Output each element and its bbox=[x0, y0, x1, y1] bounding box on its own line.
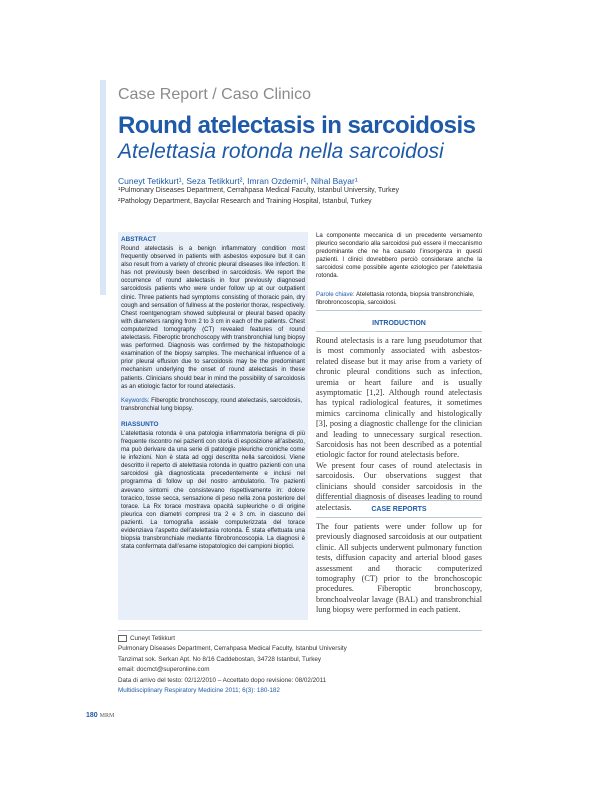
journal-brand: MRM bbox=[99, 713, 115, 719]
correspondence-name-line bbox=[118, 634, 347, 644]
riassunto-heading: RIASSUNTO bbox=[121, 420, 159, 428]
correspondence-dept: Pulmonary Diseases Department, Cerrahpasa Medical Faculty, Istanbul University bbox=[118, 645, 347, 653]
divider bbox=[316, 500, 482, 501]
keywords-text: Fiberoptic bronchoscopy, round atelectasis, sarcoidosis, transbronchial lung biopsy. bbox=[121, 396, 303, 412]
section-label: Case Report / Caso Clinico bbox=[118, 86, 311, 103]
submission-dates: Data di arrivo del testo: 02/12/2010 – Accettato dopo revisione: 08/02/2011 bbox=[118, 676, 327, 684]
parole-chiave bbox=[316, 291, 482, 307]
header-accent-bar bbox=[100, 80, 106, 295]
abstract-box bbox=[118, 232, 308, 620]
keywords-label: Keywords: bbox=[121, 396, 150, 404]
divider bbox=[316, 310, 482, 311]
journal-citation: Multidisciplinary Respiratory Medicine 2011; 6(3): 180-182 bbox=[118, 687, 280, 695]
divider bbox=[316, 331, 482, 332]
correspondence-email[interactable]: email: docmct@superonline.com bbox=[118, 666, 210, 674]
article-title: Round atelectasis in sarcoidosis bbox=[118, 112, 476, 139]
correspondence-address: Tanzimat sok. Serkan Apt. No 8/16 Caddebostan, 34728 Istanbul, Turkey bbox=[118, 655, 322, 663]
riassunto-text: L’atelettasia rotonda è una patologia infiammatoria benigna di più frequente riscontro nei pazienti con storia di esposizione all’asbesto, ma può derivare da una serie di patologie pleuriche croniche come le infezioni. Non è stata ad oggi descritta nella sarcoidosi. Viene descritto il reperto di atelettasia rotonda in quattro pazienti con una sarcoidosi già diagnosticata precedentemente e inclusi nel programma di follow up del nostro ambulatorio. Tre pazienti avevano sintomi che consistevano rispettivamente in: dolore toracico, tosse secca, sensazione di peso nella zona posteriore del torace. La Rx torace mostrava opacità supleuriche o di origine pleurica con diametri compresi tra 2 e 3 cm. in ciascuno dei pazienti. La tomografia assiale computerizzata del torace evidenziava l’aspetto dell’atelettasia rotonda. È stata effettuata una biopsia transbronchiale mediante fibrobroncoscopia. La diagnosi è stata confermata dall’esame istopatologico dei campioni bioptici. bbox=[121, 429, 305, 551]
case-reports-body bbox=[316, 522, 482, 616]
page-number bbox=[86, 712, 114, 719]
introduction-heading: INTRODUCTION bbox=[372, 320, 426, 327]
introduction-body bbox=[316, 336, 482, 513]
correspondence-block bbox=[118, 634, 347, 696]
case-reports-heading: CASE REPORTS bbox=[371, 506, 427, 513]
affiliation-1: ¹Pulmonary Diseases Department, Cerrahpasa Medical Faculty, Istanbul University, Turkey bbox=[118, 187, 400, 194]
introduction-paragraph-1: Round atelectasis is a rare lung pseudotumor that is most commonly associated with asbestos-related disease but it may arise from a variety of chronic pleural conditions such as infection, uremia or heart failure and is usually asymptomatic [1,2]. Although round atelectasis has typical radiological features, it sometimes mimics carcinoma clinically and histologically [3], posing a diagnostic challenge for the clinician and leading to unnecessary surgical resection. Sarcoidosis has not been described as a potential etiologic factor for round atelectasis before. bbox=[316, 336, 482, 460]
riassunto-continued: La componente meccanica di un precedente versamento pleurico secondario alla sarcoidosi può essere il meccanismo predominante che ne ha causato l’insorgenza in questi pazienti. I clinici dovrebbero perciò considerare anche la sarcoidosi come possibile agente eziologico per l’atelettasia rotonda. bbox=[316, 232, 482, 280]
parole-chiave-text: Atelettasia rotonda, biopsia transbronchiale, fibrobroncoscopia, sarcoidosi. bbox=[316, 290, 475, 306]
abstract-heading: ABSTRACT bbox=[121, 236, 157, 243]
introduction-paragraph-2: We present four cases of round atelectasis in sarcoidosis. Our observations suggest that clinicians should consider sarcoidosis in the differential diagnosis of diseases leading to round atelectasis. bbox=[316, 460, 482, 512]
divider bbox=[118, 630, 482, 631]
riassunto-continued-block bbox=[316, 232, 482, 307]
case-reports-paragraph: The four patients were under follow up for previously diagnosed sarcoidosis at our outpatient clinic. All subjects underwent pulmonary function tests, diffusion capacity and arterial blood gases assessment and thoracic computerized tomography (CT) prior to the bronchoscopic procedures. Fiberoptic bronchoscopy, bronchoalveolar lavage (BAL) and transbronchial lung biopsy were performed in each patient. bbox=[316, 522, 482, 615]
divider bbox=[316, 517, 482, 518]
article-subtitle: Atelettasia rotonda nella sarcoidosi bbox=[118, 140, 444, 163]
page-number-value: 180 bbox=[86, 712, 98, 719]
affiliation-2: ²Pathology Department, Baycilar Research and Training Hospital, Istanbul, Turkey bbox=[118, 198, 372, 205]
author-list: Cuneyt Tetikkurt¹, Seza Tetikkurt², Imran Ozdemir¹, Nihal Bayar¹ bbox=[118, 176, 358, 186]
parole-chiave-label: Parole chiave: bbox=[316, 290, 355, 298]
envelope-icon bbox=[118, 635, 127, 642]
abstract-keywords bbox=[121, 397, 305, 413]
correspondence-name: Cuneyt Tetikkurt bbox=[130, 635, 176, 642]
abstract-text: Round atelectasis is a benign inflammatory condition most frequently observed in patients with asbestos exposure but it can also result from a variety of chronic pleural diseases like infection. It has not previously been described in sarcoidosis. We report the occurrence of round atelectasis in four previously diagnosed sarcoidosis patients who were under follow up at our outpatient clinic. Three patients had symptoms consisting of thoracic pain, dry cough and sensation of fullness at the posterior thorax, respectively. Chest roentgenogram showed subpleural or pleural based opacity with diameters ranging from 2 to 3 cm in each of the patients. Chest computerized tomography (CT) revealed features of round atelectasis. Fiberoptic bronchoscopy with transbronchial lung biopsy was performed. Diagnosis was confirmed by the histopathologic examination of the biopsy samples. The mechanical influence of a prior pleural effusion due to sarcoidosis may be the predominant mechanism underlying the onset of round atelectasis in these patients. Clinicians should bear in mind the possibility of sarcoidosis as an etiologic factor for round atelectasis. bbox=[121, 245, 305, 390]
